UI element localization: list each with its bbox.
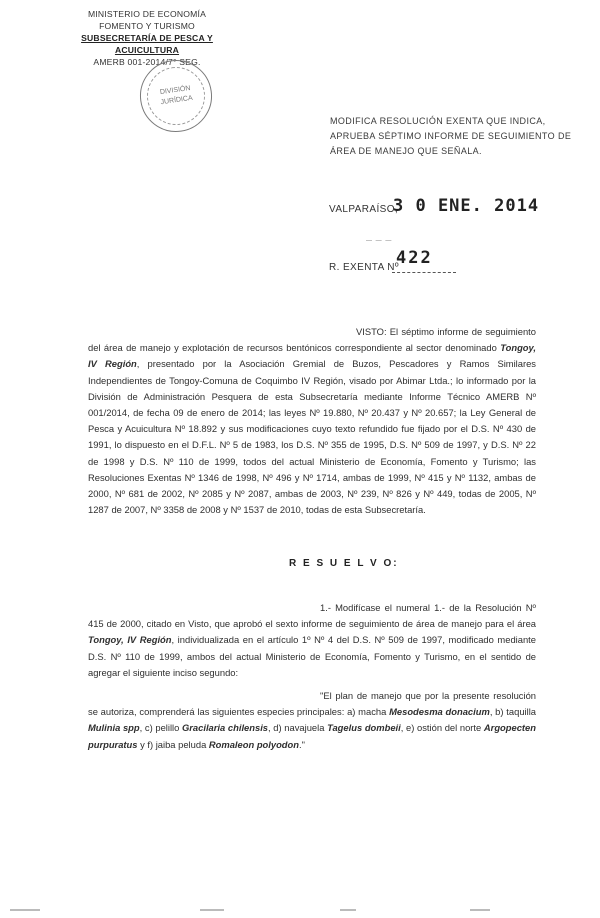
species-2: Mulinia spp: [88, 722, 140, 734]
handwritten-mark: — — —: [366, 238, 393, 244]
species-1: Mesodesma donacium: [389, 706, 490, 718]
visto-sector: Tongoy, IV Región: [88, 342, 536, 370]
quote-text-7: .": [299, 738, 305, 750]
scan-mark: [340, 909, 356, 911]
visto-text-1: El séptimo informe de seguimiento del área de manejo y explotación de recursos bentónicos correspondiente al sector denominado: [88, 326, 536, 354]
undersecretariat-name: SUBSECRETARÍA DE PESCA Y ACUICULTURA: [81, 33, 213, 55]
quote-text-4: , d) navajuela: [268, 722, 328, 734]
species-4: Tagelus dombeii: [327, 722, 401, 734]
resuelvo-heading: R E S U E L V O:: [289, 558, 399, 569]
visto-label: VISTO:: [356, 326, 387, 337]
scan-mark: [200, 909, 224, 911]
species-6: Romaleon polyodon: [208, 738, 299, 750]
visto-text-2: , presentado por la Asociación Gremial de Buzos, Pescadores y Ramos Similares Independientes de Tongoy-Comuna de Coquimbo IV Región, visado por Abimar Ltda.; lo informado por la División de Administración Pesquera de esta Subsecretaría mediante Informe Técnico AMERB Nº 001/2014, de fecha 09 de enero de 2014; las leyes Nº 19.880, Nº 20.437 y Nº 20.657; la Ley General de Pesca y Acuicultura Nº 18.892 y sus modificaciones cuyo texto refundido fue fijado por el D.S. Nº 430 de 1991, lo dispuesto en el D.F.L. Nº 5 de 1983, los D.S. Nº 355 de 1995, D.S. Nº 509 de 1997, y D.S. Nº 22 de 1998 y D.S. Nº 110 de 1999, todos del actual Ministerio de Economía, Fomento y Turismo; las Resoluciones Exentas Nº 1346 de 1998, Nº 496 y Nº 1714, ambas de 1999, Nº 415 y Nº 1132, ambas de 2000, Nº 681 de 2002, Nº 2085 y Nº 2087, ambas de 2003, Nº 239, Nº 826 y Nº 449, todas de 2005, Nº 1287 de 2007, Nº 3358 de 2008 y Nº 1537 de 2010, todas de esta Subsecretaría.: [88, 358, 536, 516]
document-subject: MODIFICA RESOLUCIÓN EXENTA QUE INDICA, APRUEBA SÉPTIMO INFORME DE SEGUIMIENTO DE ÁREA DE MANEJO QUE SEÑALA.: [330, 116, 572, 156]
visto-paragraph: [88, 324, 536, 518]
ministry-name-cont: FOMENTO Y TURISMO: [99, 21, 195, 31]
place-label: VALPARAÍSO,: [329, 204, 399, 215]
stamp-text-2: JURÍDICA: [160, 94, 194, 107]
species-3: Gracilaria chilensis: [181, 722, 269, 734]
letterhead: [52, 8, 242, 68]
quote-text-1: "El plan de manejo que por la presente resolución se autoriza, comprenderá las siguientes especies principales: a) macha: [88, 690, 536, 718]
quote-text-3: , c) pelillo: [139, 722, 182, 734]
quote-text-6: y f) jaiba peluda: [137, 738, 209, 750]
ministry-name: MINISTERIO DE ECONOMÍA: [87, 9, 207, 19]
res1-text-2: , individualizada en el artículo 1º Nº 4 del D.S. Nº 509 de 1997, modificado mediante D.S. Nº 110 de 1999, ambos del actual Ministerio de Economía, Fomento y Turismo, en el sentido de agregar el siguiente inciso segundo:: [88, 634, 536, 678]
res1-text-1: 1.- Modifícase el numeral 1.- de la Resolución Nº 415 de 2000, citado en Visto, que aprobó el sexto informe de seguimiento de área de manejo para el área: [88, 602, 536, 630]
inserted-paragraph: [88, 688, 536, 753]
number-underline: [392, 272, 456, 273]
stamp-text-1: DIVISIÓN: [159, 84, 191, 97]
res1-sector: Tongoy, IV Región: [88, 634, 172, 646]
scan-mark: [10, 909, 40, 911]
file-reference: AMERB 001-2014/7° SEG.: [93, 57, 201, 67]
resolution-number-label: R. EXENTA Nº: [329, 262, 399, 273]
resolution-article-1: [88, 600, 536, 681]
scan-artifacts: [0, 905, 600, 918]
quote-text-5: , e) ostión del norte: [400, 722, 484, 734]
quote-text-2: , b) taquilla: [489, 706, 536, 718]
scan-mark: [470, 909, 490, 911]
species-5: Argopecten purpuratus: [88, 722, 536, 750]
resolution-number: 422: [396, 248, 433, 268]
document-date: 3 0 ENE. 2014: [393, 196, 540, 216]
